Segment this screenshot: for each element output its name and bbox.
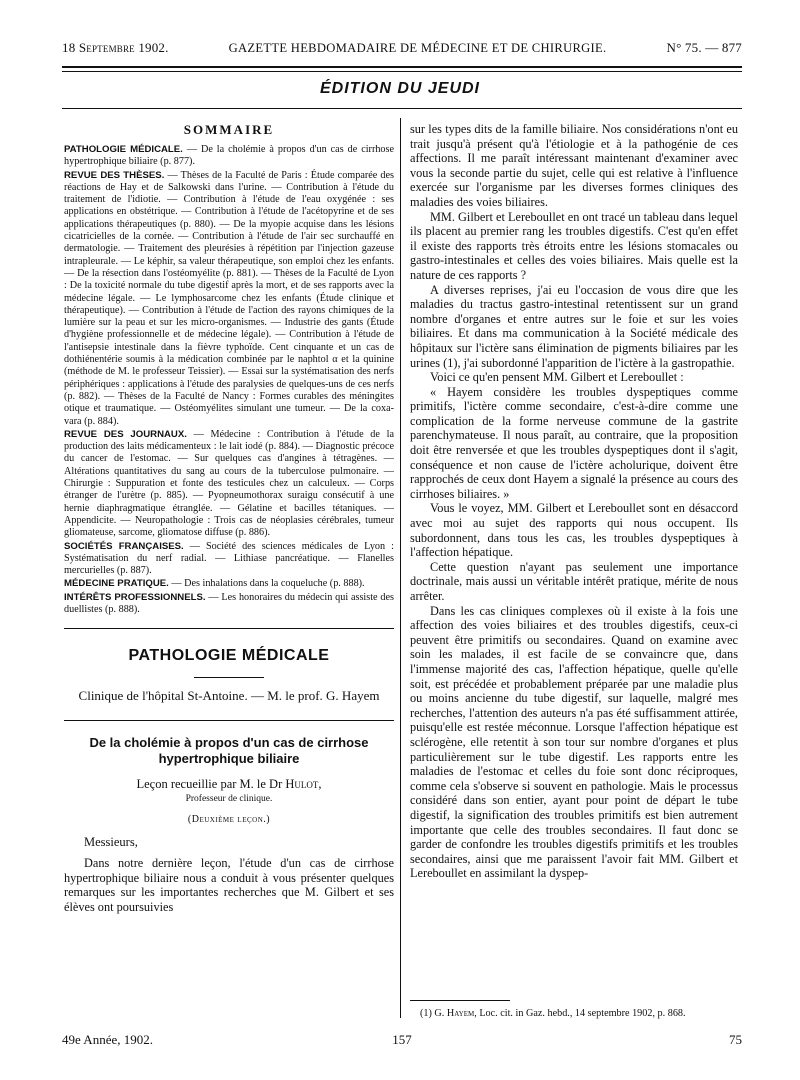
footnote-rule bbox=[410, 1000, 510, 1001]
paragraph: MM. Gilbert et Lereboullet en ont tracé un tableau dans lequel ils placent au premier rang les troubles digestifs. C'est qu'en effet il existe des rapports très étroits entre les lésions stomacales ou gastro-intestinales et celles des voies biliaires. Mais quelle est la nature de ces rapports ? bbox=[410, 209, 738, 282]
column-divider bbox=[400, 118, 401, 1018]
sommaire-entry-head: MÉDECINE PRATIQUE. bbox=[64, 578, 169, 590]
sommaire-entry-text: — Des inhalations dans la coqueluche (p. 888). bbox=[168, 578, 365, 590]
paragraph: Dans les cas cliniques complexes où il existe à la fois une affection des voies biliaires et des troubles digestifs, ceux-ci peuvent être primitifs ou secondaires. Quand on examine avec soin les malades, il est facile de se convaincre que, dans l'immense majorité des cas, l'affection hépatique, quelle qu'elle soit, est précédée et probablement préparée par une maladie plus ou moins ancienne du tube digestif, sur laquelle, malgré mes recherches, l'attention des auteurs n'a pas été suffisamment attirée, puisqu'elle est restée méconnue. Lorsque l'affection hépatique est sclérogène, elle retentit à son tour sur nombre d'organes et plus particulièrement sur le tube digestif. Les rapports entre les maladies de l'estomac et celles du foie sont donc réciproques, comme cela s'observe si souvent en pathologie. Mais le processus considéré dans son entier, ayant pour point de départ le tube digestif, la signification des troubles primitifs est bien autrement importante que celle des troubles secondaires. Il faut donc se garder de confondre les troubles digestifs primitifs et les troubles secondaires, ainsi que me paraissent l'avoir fait MM. Gilbert et Lereboullet en assimilant la dyspep- bbox=[410, 603, 738, 881]
right-column bbox=[410, 122, 738, 881]
sommaire-entry bbox=[64, 541, 394, 578]
running-head bbox=[62, 40, 742, 60]
footnote-author: Hayem, bbox=[446, 1008, 477, 1019]
sommaire-entry-head: SOCIÉTÉS FRANÇAISES. bbox=[64, 540, 184, 552]
sommaire-entry bbox=[64, 592, 394, 617]
issue-number: N° 75. — 877 bbox=[666, 40, 742, 55]
paragraph: « Hayem considère les troubles dyspeptiques comme primitifs, l'ictère comme secondaire, c'est-à-dire comme une complication de la forme nerveuse commune de la gastrite parenchymateuse. Il nous paraît, au contraire, que la proposition doit être renversée et que les troubles dyspeptiques dont il s'agit, conséquence et non cause de l'ictère acholurique, doivent être rapprochés de ceux dont Hayem a signalé la présence au cours des cirrhoses biliaires. » bbox=[410, 384, 738, 501]
sommaire-entry-head: REVUE DES THÈSES. bbox=[64, 169, 165, 181]
paragraph: Cette question n'ayant pas seulement une importance doctrinale, mais aussi un véritable intérêt pratique, mérite de nous arrêter. bbox=[410, 559, 738, 603]
author-role: Professeur de clinique. bbox=[185, 794, 273, 805]
sommaire-entry bbox=[64, 170, 394, 428]
issue-date: 18 Septembre 1902. bbox=[62, 40, 169, 55]
header-rule bbox=[62, 66, 742, 68]
sommaire-entry-head: INTÉRÊTS PROFESSIONNELS. bbox=[64, 591, 206, 603]
lecon-line bbox=[64, 777, 394, 792]
paragraph: A diverses reprises, j'ai eu l'occasion de vous dire que les maladies du tractus gastro-intestinal retentissent sur un grand nombre d'organes et entre autres sur le foie et sur les voies biliaires. Et dans ma communication à la Société médicale des hôpitaux sur l'ictère sans élimination de pigments biliaires par les urines (1), j'ai subordonné l'apparition de l'ictère à la gastropathie. bbox=[410, 282, 738, 370]
clinique-line: Clinique de l'hôpital St-Antoine. — M. le prof. G. Hayem bbox=[78, 688, 380, 704]
lecon-prefix: Leçon recueillie par M. le Dr bbox=[136, 777, 286, 792]
section-rule bbox=[194, 677, 264, 678]
article-body-left bbox=[64, 856, 394, 914]
sommaire-title: SOMMAIRE bbox=[183, 122, 275, 137]
paragraph: Vous le voyez, MM. Gilbert et Lereboullet sont en désaccord avec moi au sujet des rapports qui nous occupent. Ils subordonnent, dans tous les cas, les troubles dyspeptiques à l'affection hépatique. bbox=[410, 501, 738, 560]
sommaire-entry-head: REVUE DES JOURNAUX. bbox=[64, 428, 187, 440]
article-rule bbox=[64, 720, 394, 721]
paragraph: Voici ce qu'en pensent MM. Gilbert et Lereboullet : bbox=[430, 370, 684, 385]
footnote-text: Loc. cit. in Gaz. hebd., 14 septembre 1902, p. 868. bbox=[476, 1008, 686, 1019]
paragraph: sur les types dits de la famille biliaire. Nos considérations n'ont eu trait jusqu'à présent qu'à l'étiologie et à la pathogénie de ces affections. Il me paraît intéressant maintenant d'examiner avec vous la seconde partie du sujet, celle qui est relative à l'influence exercée sur l'organisme par les diverses formes cliniques des maladies des voies biliaires. bbox=[410, 122, 738, 209]
article-body-right bbox=[410, 122, 738, 881]
sommaire-entry-head: PATHOLOGIE MÉDICALE. bbox=[64, 144, 183, 155]
sheet-number: 157 bbox=[392, 1032, 412, 1047]
paragraph: Dans notre dernière leçon, l'étude d'un cas de cirrhose hypertrophique biliaire nous a conduit à vous présenter quelques remarques sur les importantes recherches que M. Gilbert et ses élèves ont poursuivies bbox=[64, 856, 394, 915]
sommaire-entry-text: — Thèses de la Faculté de Paris : Étude comparée des réactions de Hay et de Salkowski dans l'urine. — Contribution à l'étude du traitement de l'idiotie. — Contribution à l'étude de l'eau oxygénée : ses applications en obstétrique. — Contribution à l'étude de l'acétopyrine et de ses applications thérapeutiques (p. 880). — De la myopie acquise dans les lésions cicatricielles de la cornée. — Contribution à l'étude de l'air sec surchauffé en dermatologie. — Traitement des pleurésies à répétition par l'injection gazeuse intrapleurale. — Le képhir, sa valeur thérapeutique, son emploi chez les enfants. — De la résection dans l'ostéomyélite (p. 881). — Thèses de la Faculté de Lyon : De la toxicité normale du tube digestif après la mort, et de ses rapports avec la médecine légale. — Le lymphosarcome chez les enfants (Étude clinique et thérapeutique). — Contribution à l'étude de l'action des rayons chimiques de la lumière sur la peau et sur les micro-organismes. — Industrie des gants (Étude d'hygiène professionnelle et de médecine légale). — Contribution à l'étude de l'antisepsie intestinale dans la fièvre typhoïde. Cent cinquante et un cas de dothiénentérie soumis à la médication combinée par le naphtol α et la quinine (méthode de M. le professeur Teissier). — Essai sur la systématisation des nerfs périphériques : applications à l'étude des paralysies de quelques-uns de ces nerfs (p. 882). — Thèses de la Faculté de Nancy : Formes curables des méningites otique et traumatique. — Ostéomyélites simulant une tumeur. — De la coxa-vara (p. 884). bbox=[64, 169, 395, 427]
sommaire-entry-text: — Les honoraires du médecin qui assiste des duellistes (p. 888). bbox=[64, 591, 394, 615]
sommaire-list bbox=[64, 144, 394, 616]
lecture-number: (Deuxième leçon.) bbox=[187, 814, 271, 826]
footnote bbox=[420, 1008, 742, 1020]
edition-rule bbox=[62, 108, 742, 109]
sommaire-rule bbox=[64, 628, 394, 629]
sommaire-entry bbox=[64, 144, 394, 169]
left-column bbox=[64, 118, 394, 915]
salutation: Messieurs, bbox=[84, 835, 138, 850]
section-title: PATHOLOGIE MÉDICALE bbox=[128, 647, 330, 665]
page-footer bbox=[62, 1032, 742, 1048]
sommaire-entry-text: — Médecine : Contribution à l'étude de la production des laits médicamenteux : le lait iodé (p. 884). — Diagnostic précoce du cancer de l'estomac. — Sur quelques cas d'angines à tétragènes. — Altérations quantitatives du sang au cours de la tuberculose pulmonaire. — Chirurgie : Suppuration et fonte des testicules chez un calculeux. — Corps étranger de l'urètre (p. 885). — Pyopneumothorax suraigu consécutif à une hernie diaphragmatique étranglée. — Gélatine et bacilles tétaniques. — Appendicite. — Neuropathologie : Trois cas de néoplasies cérébrales, tumeur gliomateuse, sarcome, gliomatose diffuse (p. 886). bbox=[64, 428, 394, 539]
volume-year: 49e Année, 1902. bbox=[62, 1032, 153, 1047]
footnote-prefix: (1) G. bbox=[420, 1008, 447, 1019]
article-title: De la cholémie à propos d'un cas de cirrhose hypertrophique biliaire bbox=[89, 735, 369, 767]
signature-number: 75 bbox=[729, 1032, 742, 1047]
lecon-author: Hulot, bbox=[285, 777, 322, 792]
sommaire-entry bbox=[64, 578, 394, 590]
sommaire-entry bbox=[64, 429, 394, 540]
edition-title: ÉDITION DU JEUDI bbox=[319, 80, 480, 97]
journal-title: GAZETTE HEBDOMADAIRE DE MÉDECINE ET DE CHIRURGIE. bbox=[228, 41, 607, 55]
sommaire-entry-text: — Société des sciences médicales de Lyon : Systématisation du nerf radial. — Lithiase pancréatique. — Flanelles mercurielles (p. 887). bbox=[64, 540, 394, 577]
sommaire-entry-text: — De la cholémie à propos d'un cas de cirrhose hypertrophique biliaire (p. 877). bbox=[64, 144, 395, 168]
